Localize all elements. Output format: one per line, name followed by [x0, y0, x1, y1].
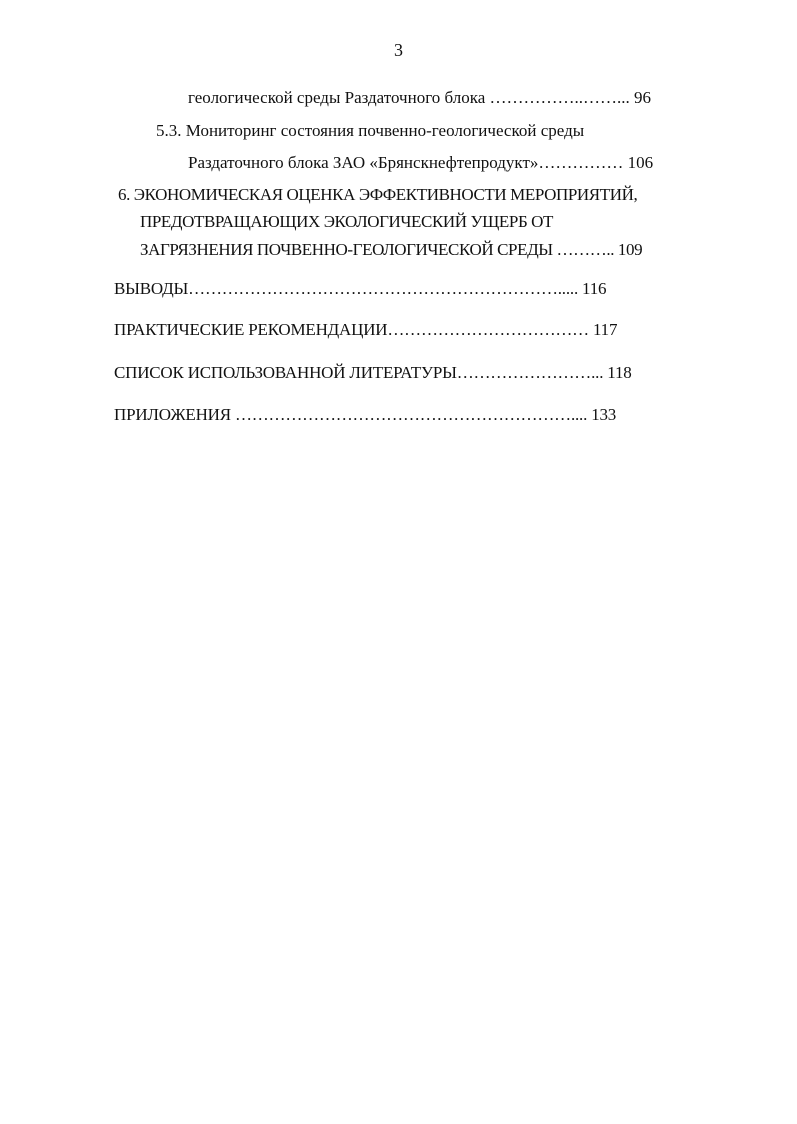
- toc-line-appendices: ПРИЛОЖЕНИЯ …………………………………………………….... 133: [114, 405, 617, 424]
- toc-line-bibliography: СПИСОК ИСПОЛЬЗОВАННОЙ ЛИТЕРАТУРЫ……………………... 118: [114, 363, 632, 382]
- toc-line-section-6-cont-1: ПРЕДОТВРАЩАЮЩИХ ЭКОЛОГИЧЕСКИЙ УЩЕРБ ОТ: [140, 212, 554, 231]
- toc-line-conclusions: ВЫВОДЫ…………………………………………………………..... 116: [114, 279, 607, 298]
- toc-line-geological-environment: геологической среды Раздаточного блока ……………..……... 96: [188, 88, 652, 107]
- toc-line-section-6-cont-2: ЗАГРЯЗНЕНИЯ ПОЧВЕННО-ГЕОЛОГИЧЕСКОЙ СРЕДЫ ……….. 109: [140, 240, 643, 259]
- page-number: 3: [394, 40, 403, 60]
- toc-line-recommendations: ПРАКТИЧЕСКИЕ РЕКОМЕНДАЦИИ……………………………… 117: [114, 320, 618, 339]
- toc-line-section-5-3: 5.3. Мониторинг состояния почвенно-геологической среды: [156, 121, 585, 140]
- toc-line-section-6: 6. ЭКОНОМИЧЕСКАЯ ОЦЕНКА ЭФФЕКТИВНОСТИ МЕРОПРИЯТИЙ,: [118, 185, 638, 204]
- toc-line-razdatochny-block: Раздаточного блока ЗАО «Брянскнефтепродукт»…………… 106: [188, 153, 654, 172]
